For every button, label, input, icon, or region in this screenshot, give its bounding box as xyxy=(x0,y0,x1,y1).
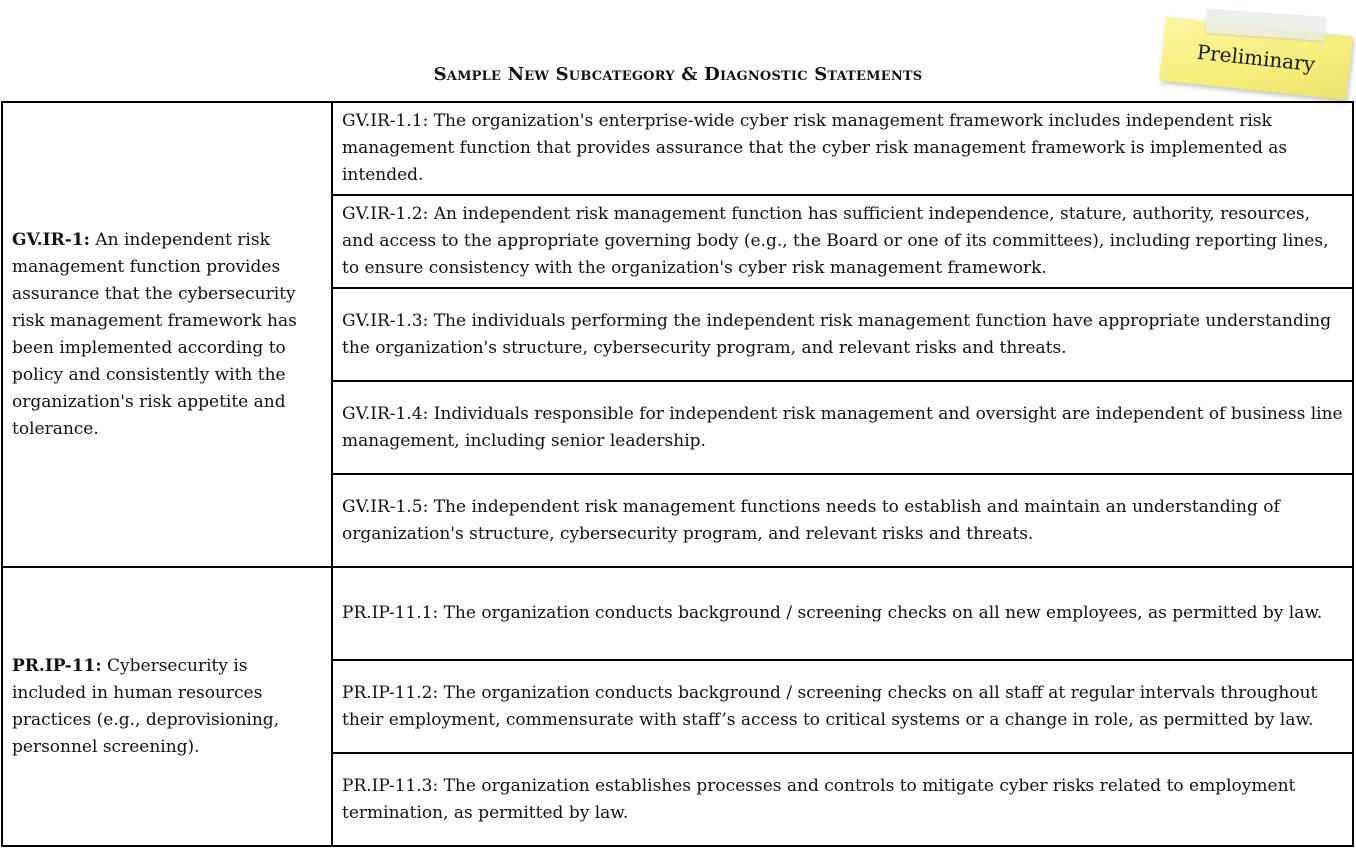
diagnostic-statement: GV.IR-1.2: An independent risk management function has sufficient independence, stature, authority, resources, and access to the appropriate governing body (e.g., the Board or one of its committees), including reporting lines, to ensure consistency with the organization's cyber risk management framework. xyxy=(332,195,1353,288)
subcategory-description: Cybersecurity is included in human resources practices (e.g., deprovisioning, personnel screening). xyxy=(12,655,280,757)
table-row xyxy=(2,567,1353,660)
subcategory-code: PR.IP-11: xyxy=(12,655,102,676)
sticky-note-label: Preliminary xyxy=(1195,39,1317,77)
diagnostic-statement: GV.IR-1.3: The individuals performing the independent risk management function have appropriate understanding the organization's structure, cybersecurity program, and relevant risks and threats. xyxy=(332,288,1353,381)
subcategory-cell-pr-ip-11 xyxy=(2,567,332,846)
diagnostic-statement: PR.IP-11.2: The organization conducts background / screening checks on all staff at regular intervals throughout their employment, commensurate with staff’s access to critical systems or a change in role, as permitted by law. xyxy=(332,660,1353,753)
diagnostic-statement: GV.IR-1.1: The organization's enterprise-wide cyber risk management framework includes independent risk management function that provides assurance that the cyber risk management framework is implemented as intended. xyxy=(332,102,1353,195)
diagnostic-statement: PR.IP-11.1: The organization conducts background / screening checks on all new employees, as permitted by law. xyxy=(332,567,1353,660)
diagnostic-statement: PR.IP-11.3: The organization establishes processes and controls to mitigate cyber risks related to employment termination, as permitted by law. xyxy=(332,753,1353,846)
document-title: Sample New Subcategory & Diagnostic Statements xyxy=(433,64,923,85)
diagnostic-statement: GV.IR-1.4: Individuals responsible for independent risk management and oversight are independent of business line management, including senior leadership. xyxy=(332,381,1353,474)
tape-strip xyxy=(1205,9,1326,41)
subcategory-description: An independent risk management function provides assurance that the cybersecurity risk management framework has been implemented according to policy and consistently with the organization's risk appetite and tolerance. xyxy=(12,229,297,439)
preliminary-sticky-note xyxy=(1159,16,1353,99)
subcategory-table xyxy=(1,101,1354,847)
table-row xyxy=(2,102,1353,195)
subcategory-cell-gv-ir-1 xyxy=(2,102,332,567)
diagnostic-statement: GV.IR-1.5: The independent risk management functions needs to establish and maintain an understanding of organization's structure, cybersecurity program, and relevant risks and threats. xyxy=(332,474,1353,567)
subcategory-code: GV.IR-1: xyxy=(12,229,90,250)
